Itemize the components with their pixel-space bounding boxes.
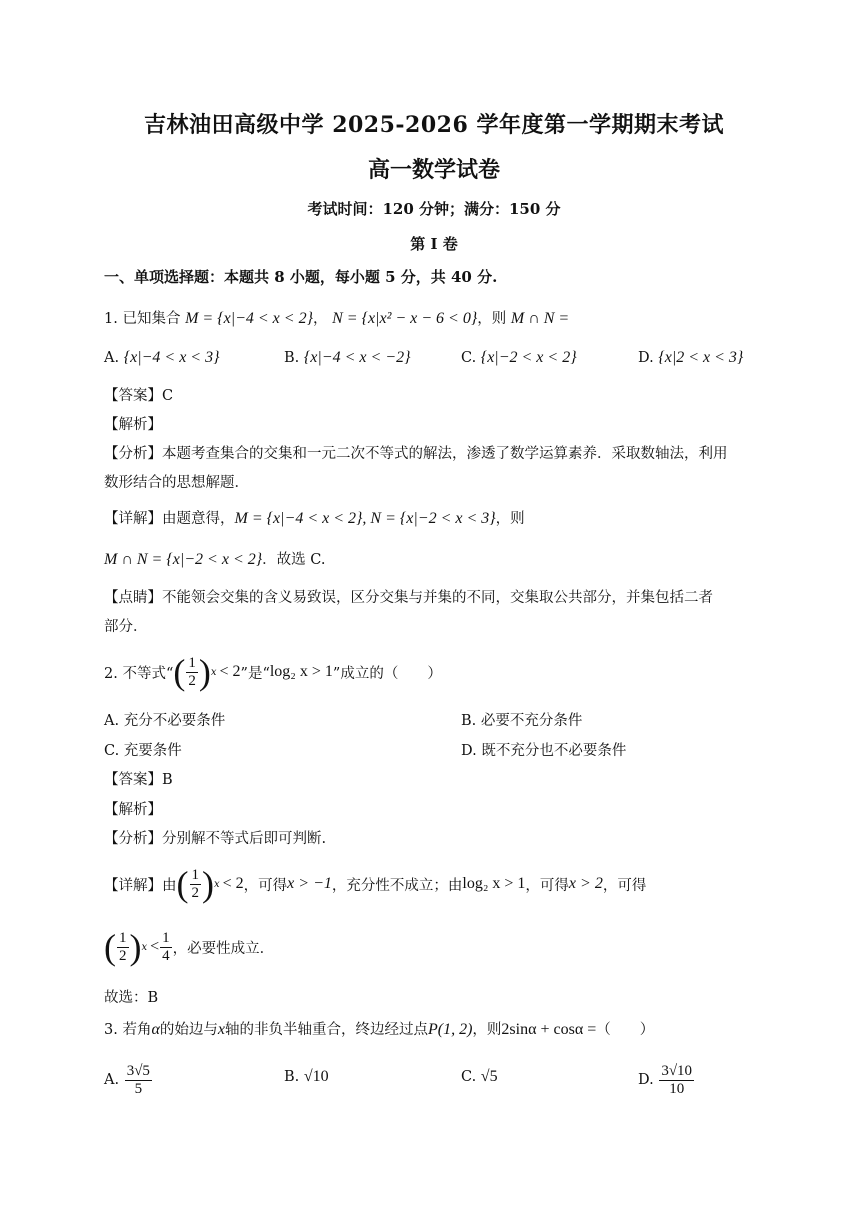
q1-note-line2: 部分． [104, 619, 148, 635]
q3-option-c: C. √5 [461, 1068, 498, 1085]
q1-ask: M ∩ N = [510, 310, 570, 327]
q1-note-line1: 【点睛】不能领会交集的含义易致误，区分交集与并集的不同，交集取公共部分，并集包括二者 [104, 590, 713, 606]
q1-detail-line1: 【详解】由题意得，M = {x|−4 < x < 2}, N = {x|−2 < x < 3}，则 [104, 510, 525, 527]
q1-comma: ， [312, 311, 328, 327]
question-2-stem: 2. 不等式“ ( $\frac{1}{2}$ ) x < 2 ”是“ log₂ x > 1 ”成立的（ ） [104, 652, 442, 692]
q1-option-c: C. {x|−2 < x < 2} [461, 349, 577, 366]
q2-analysis: 【分析】分别解不等式后即可判断. [104, 831, 327, 847]
section-heading: 一、单项选择题：本题共 8 小题，每小题 5 分，共 40 分. [104, 268, 498, 286]
q2-answer: 【答案】B [104, 772, 173, 788]
page-title: 吉林油田高级中学 2025-2026 学年度第一学期期末考试 [144, 112, 724, 138]
q2-option-c: C. 充要条件 [104, 743, 182, 759]
q2-option-d: D. 既不充分也不必要条件 [461, 743, 627, 759]
q1-option-b: B. {x|−4 < x < −2} [284, 349, 411, 366]
q1-option-d: D. {x|2 < x < 3} [638, 349, 744, 366]
q1-answer: 【答案】C [104, 388, 174, 404]
q3-option-d: D. $\frac{3√10}{10}$ [638, 1062, 693, 1097]
q1-set-n: N = {x|x² − x − 6 < 0} [332, 310, 478, 327]
exam-info: 考试时间：120 分钟；满分：150 分 [307, 200, 561, 218]
question-3-stem: 3. 若角α的始边与x轴的非负半轴重合，终边经过点P(1, 2)，则2sinα + cosα =（ ） [104, 1021, 655, 1038]
q2-detail-line2: ( $\frac{1}{2}$ ) x < $\frac{1}{4}$ ，必要性成立． [104, 927, 275, 967]
q2-fraction: $\frac{1}{2}$ [188, 654, 196, 689]
q1-analysis-line2: 数形结合的思想解题． [104, 475, 249, 491]
q1-suffix: ，则 [477, 311, 507, 327]
q2-option-b: B. 必要不充分条件 [461, 713, 583, 729]
q1-jiexi: 【解析】 [104, 417, 162, 433]
q1-analysis-line1: 【分析】本题考查集合的交集和一元二次不等式的解法，渗透了数学运算素养．采取数轴法，利用 [104, 446, 728, 462]
q3-option-a: A. $\frac{3√5}{5}$ [104, 1062, 150, 1097]
q1-set-m: M = {x|−4 < x < 2} [185, 310, 313, 327]
question-1-stem [104, 307, 569, 328]
q3-option-b: B. √10 [284, 1068, 329, 1085]
q2-choose: 故选：B [104, 990, 159, 1006]
q2-jiexi: 【解析】 [104, 802, 162, 818]
q2-detail-line1: 【详解】由 ( $\frac{1}{2}$ ) x < 2 ，可得 x > −1 ，充分性不成立；由 log₂ x > 1 ，可得 x > 2 ，可得 [104, 864, 647, 904]
q1-detail-line2: M ∩ N = {x|−2 < x < 2}．故选 C. [104, 551, 326, 568]
q1-prefix: 1. 已知集合 [104, 311, 181, 327]
page-subtitle: 高一数学试卷 [367, 157, 500, 183]
volume-label: 第 I 卷 [410, 235, 458, 253]
q1-option-a: A. {x|−4 < x < 3} [104, 349, 220, 366]
q2-option-a: A. 充分不必要条件 [104, 713, 226, 729]
